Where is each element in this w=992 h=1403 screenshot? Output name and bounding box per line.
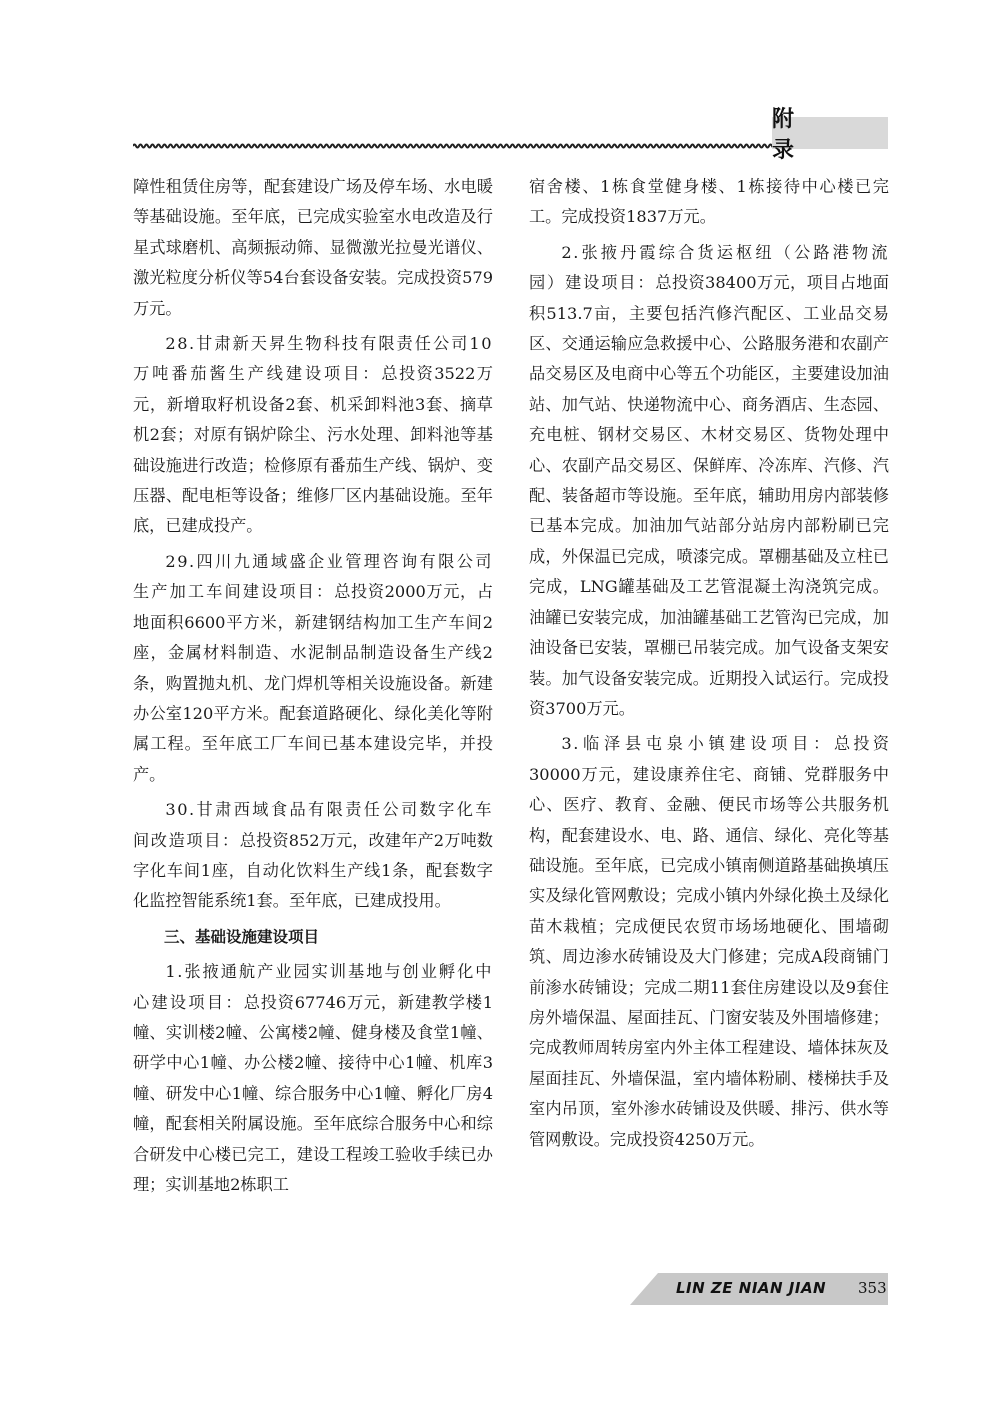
body-paragraph bbox=[133, 795, 493, 917]
body-paragraph bbox=[529, 238, 889, 725]
paragraph-text: 宿舍楼、1栋食堂健身楼、1栋接待中心楼已完工。完成投资1837万元。 bbox=[529, 177, 889, 227]
project-title: 29.四川九通域盛企业管理咨询有限公司生产加工车间建设项目： bbox=[133, 551, 493, 602]
project-title: 2.张掖丹霞综合货运枢纽（公路港物流园）建设项目： bbox=[529, 242, 889, 293]
project-title: 30.甘肃西域食品有限责任公司数字化车间改造项目： bbox=[133, 800, 493, 850]
paragraph-text: 总投资30000万元，建设康养住宅、商铺、党群服务中心、医疗、教育、金融、便民市场等公共服务机构，配套建设水、电、路、通信、绿化、亮化等基础设施。至年底，已完成小镇南侧道路基础换填压实及绿化管网敷设；完成小镇内外绿化换土及绿化苗木栽植；完成便民农贸市场场地硬化、围墙砌筑、周边渗水砖铺设及大门修建；完成A段商铺门前渗水砖铺设；完成二期11套住房建设以及9套住房外墙保温、屋面挂瓦、门窗安装及外围墙修建；完成教师周转房室内外主体工程建设、墙体抹灰及屋面挂瓦、外墙保温，室内墙体粉刷、楼梯扶手及室内吊顶，室外渗水砖铺设及供暖、排污、供水等管网敷设。完成投资4250万元。 bbox=[529, 734, 889, 1149]
body-paragraph bbox=[133, 329, 493, 542]
body-paragraph bbox=[133, 172, 493, 324]
left-column bbox=[133, 172, 493, 1200]
project-title: 28.甘肃新天昇生物科技有限责任公司10万吨番茄酱生产线建设项目： bbox=[133, 334, 493, 384]
right-column bbox=[529, 172, 889, 1155]
paragraph-text: 总投资38400万元，项目占地面积513.7亩，主要包括汽修汽配区、工业品交易区、交通运输应急救援中心、公路服务港和农副产品交易区及电商中心等五个功能区，主要建设加油站、加气站、快递物流中心、商务酒店、生态园、充电桩、钢材交易区、木材交易区、货物处理中心、农副产品交易区、保鲜库、冷冻库、汽修、汽配、装备超市等设施。至年底，辅助用房内部装修已基本完成。加油加气站部分站房内部粉刷已完成，外保温已完成，喷漆完成。罩棚基础及立柱已完成，LNG罐基础及工艺管混凝土沟浇筑完成。油罐已安装完成，加油罐基础工艺管沟已完成，加油设备已安装，罩棚已吊装完成。加气设备支架安装。加气设备安装完成。近期投入试运行。完成投资3700万元。 bbox=[529, 273, 889, 718]
paragraph-text: 总投资2000万元，占地面积6600平方米，新建钢结构加工生产车间2座，金属材料制造、水泥制品制造设备生产线2条，购置抛丸机、龙门焊机等相关设施设备。新建办公室120平方米。配套道路硬化、绿化美化等附属工程。至年底工厂车间已基本建设完毕，并投产。 bbox=[133, 582, 494, 784]
page-number: 353 bbox=[858, 1279, 887, 1297]
paragraph-text: 总投资67746万元，新建教学楼1幢、实训楼2幢、公寓楼2幢、健身楼及食堂1幢、研学中心1幢、办公楼2幢、接待中心1幢、机库3幢、研发中心1幢、综合服务中心1幢、孵化厂房4幢，配套相关附属设施。至年底综合服务中心和综合研发中心楼已完工，建设工程竣工验收手续已办理；实训基地2栋职工 bbox=[133, 992, 493, 1194]
body-paragraph bbox=[529, 729, 889, 1155]
body-paragraph bbox=[133, 957, 493, 1200]
project-title: 3.临泽县屯泉小镇建设项目： bbox=[561, 734, 834, 754]
section-badge bbox=[772, 107, 888, 163]
paragraph-text: 障性租赁住房等，配套建设广场及停车场、水电暖等基础设施。至年底，已完成实验室水电改造及行星式球磨机、高频振动筛、显微激光拉曼光谱仪、激光粒度分析仪等54台套设备安装。完成投资579万元。 bbox=[133, 177, 493, 318]
section-heading: 三、基础设施建设项目 bbox=[164, 927, 320, 946]
project-title: 1.张掖通航产业园实训基地与创业孵化中心建设项目： bbox=[133, 962, 493, 1012]
section-label: 附 录 bbox=[772, 107, 819, 163]
journal-name: LIN ZE NIAN JIAN bbox=[676, 1279, 827, 1297]
paragraph-text: 总投资852万元，改建年产2万吨数字化车间1座，自动化饮料生产线1条，配套数字化监控智能系统1套。至年底，已建成投用。 bbox=[133, 830, 493, 911]
paragraph-text: 总投资3522万元，新增取籽机设备2套、机采卸料池3套、摘草机2套；对原有锅炉除尘、污水处理、卸料池等基础设施进行改造；检修原有番茄生产线、锅炉、变压器、配电柜等设备；维修厂区内基础设施。至年底，已建成投产。 bbox=[133, 364, 493, 536]
header-wavy-rule bbox=[133, 142, 772, 150]
body-paragraph bbox=[529, 172, 889, 233]
body-paragraph bbox=[133, 547, 493, 790]
